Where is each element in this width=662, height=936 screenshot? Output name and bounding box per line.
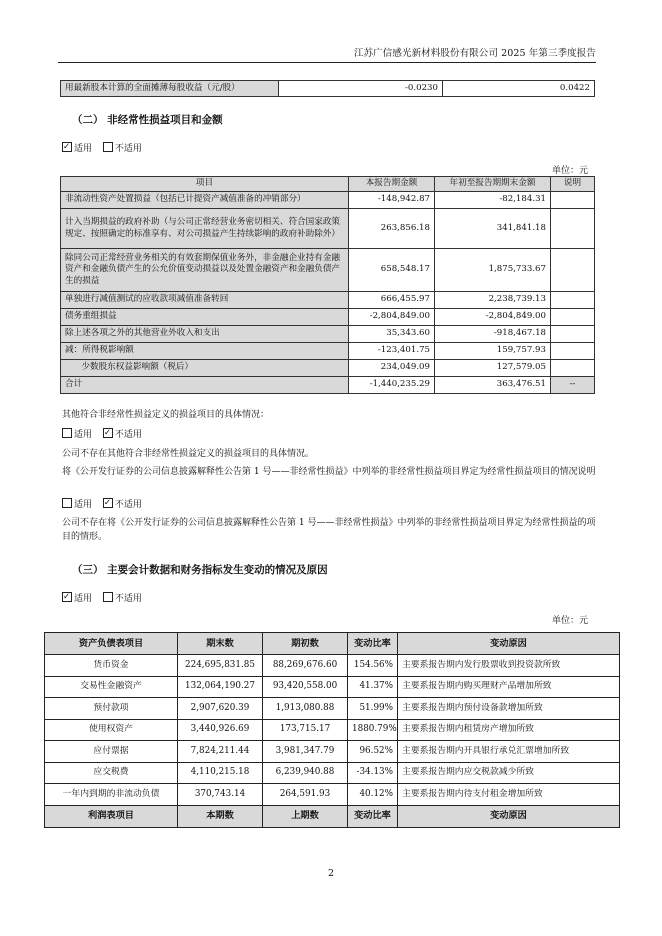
row-item: 货币资金 (45, 655, 178, 677)
row-item: 减：所得税影响额 (61, 343, 349, 360)
col-current: 本报告期金额 (349, 177, 435, 192)
announcement-applicability (62, 498, 150, 512)
not-applicable-checkbox[interactable] (103, 142, 113, 152)
row-reason: 主要系报告期内预付设备款增加所致 (398, 698, 620, 720)
row-end: 4,110,215.18 (178, 762, 263, 784)
section2-title: （二） 非经常性损益项目和金额 (72, 114, 223, 126)
not-applicable-label: 不适用 (114, 430, 142, 440)
row-item: 少数股东权益影响额（税后） (61, 360, 349, 377)
col-reason: 变动原因 (398, 805, 620, 827)
eps-table (60, 80, 595, 97)
row-begin: 6,239,940.88 (263, 762, 348, 784)
row-current: -2,804,849.00 (349, 309, 435, 326)
row-ratio: 51.99% (348, 698, 398, 720)
table-row (61, 326, 595, 343)
row-begin: 1,913,080.88 (263, 698, 348, 720)
row-note (551, 309, 595, 326)
applicable-checkbox[interactable] (62, 428, 72, 438)
row-current: 263,856.18 (349, 209, 435, 249)
row-note (551, 192, 595, 209)
row-item: 除上述各项之外的其他营业外收入和支出 (61, 326, 349, 343)
row-ytd: -2,804,849.00 (435, 309, 551, 326)
not-applicable-checkbox[interactable] (103, 498, 113, 508)
col-ratio: 变动比率 (348, 633, 398, 655)
row-item: 单独进行减值测试的应收款项减值准备转回 (61, 292, 349, 309)
balance-header-row (45, 633, 620, 655)
other-items-text: 公司不存在其他符合非经常性损益定义的损益项目的具体情况。 (62, 449, 315, 459)
applicable-label: 适用 (74, 594, 93, 604)
col-prior-period: 上期数 (263, 805, 348, 827)
row-begin: 93,420,558.00 (263, 676, 348, 698)
announcement-text: 公司不存在将《公开发行证券的公司信息披露解释性公告第 1 号——非经常性损益》中列举的非经常性损益项目界定为经常性损益的项目的情形。 (62, 518, 596, 542)
table-row (61, 192, 595, 209)
col-ratio: 变动比率 (348, 805, 398, 827)
row-item: 计入当期损益的政府补助（与公司正常经营业务密切相关、符合国家政策规定、按照确定的标准享有、对公司损益产生持续影响的政府补助除外） (61, 209, 349, 249)
row-reason: 主要系报告期内购买理财产品增加所致 (398, 676, 620, 698)
row-note (551, 343, 595, 360)
table-row (61, 292, 595, 309)
not-applicable-checkbox[interactable] (103, 428, 113, 438)
page-number: 2 (327, 868, 335, 879)
row-item: 使用权资产 (45, 719, 178, 741)
row-ytd: 2,238,739.13 (435, 292, 551, 309)
row-ratio: 154.56% (348, 655, 398, 677)
row-ratio: 1880.79% (348, 719, 398, 741)
table-row (61, 209, 595, 249)
other-items-label: 其他符合非经常性损益定义的损益项目的具体情况： (62, 410, 270, 420)
eps-label: 用最新股本计算的全面摊薄每股收益（元/股） (61, 81, 279, 97)
section2-applicability (62, 142, 150, 156)
section3-title: （三） 主要会计数据和财务指标发生变动的情况及原因 (72, 564, 328, 576)
row-item: 合计 (61, 377, 349, 394)
row-current: 234,049.09 (349, 360, 435, 377)
row-ytd: 1,875,733.67 (435, 249, 551, 292)
row-end: 7,824,211.44 (178, 741, 263, 763)
col-end: 期末数 (178, 633, 263, 655)
row-begin: 264,591.93 (263, 784, 348, 806)
row-note (551, 292, 595, 309)
non-recurring-header-row (61, 177, 595, 192)
row-item: 除同公司正常经营业务相关的有效套期保值业务外，非金融企业持有金融资产和金融负债产生的公允价值变动损益以及处置金融资产和金融负债产生的损益 (61, 249, 349, 292)
section2-unit: 单位：元 (551, 166, 588, 176)
row-reason: 主要系报告期内应交税款减少所致 (398, 762, 620, 784)
table-row (45, 698, 620, 720)
row-begin: 3,981,347.79 (263, 741, 348, 763)
row-current: 658,548.17 (349, 249, 435, 292)
row-item: 非流动性资产处置损益（包括已计提资产减值准备的冲销部分） (61, 192, 349, 209)
row-ytd: -82,184.31 (435, 192, 551, 209)
row-ratio: 96.52% (348, 741, 398, 763)
applicable-checkbox[interactable] (62, 592, 72, 602)
applicable-label: 适用 (74, 430, 93, 440)
eps-row (61, 81, 595, 97)
row-end: 132,064,190.27 (178, 676, 263, 698)
table-row-total (61, 377, 595, 394)
col-income-item: 利润表项目 (45, 805, 178, 827)
row-item: 交易性金融资产 (45, 676, 178, 698)
row-reason: 主要系报告期内开具银行承兑汇票增加所致 (398, 741, 620, 763)
row-ytd: 341,841.18 (435, 209, 551, 249)
other-items-applicability (62, 428, 150, 442)
not-applicable-label: 不适用 (114, 144, 142, 154)
row-item: 应付票据 (45, 741, 178, 763)
table-row (61, 360, 595, 377)
row-current: -1,440,235.29 (349, 377, 435, 394)
row-note: -- (551, 377, 595, 394)
table-row (45, 655, 620, 677)
row-item: 一年内到期的非流动负债 (45, 784, 178, 806)
col-balance-item: 资产负债表项目 (45, 633, 178, 655)
table-row (45, 784, 620, 806)
table-row (61, 343, 595, 360)
col-item: 项目 (61, 177, 349, 192)
row-end: 3,440,926.69 (178, 719, 263, 741)
col-reason: 变动原因 (398, 633, 620, 655)
row-ratio: 40.12% (348, 784, 398, 806)
not-applicable-label: 不适用 (114, 594, 142, 604)
table-row (61, 249, 595, 292)
row-ytd: 127,579.05 (435, 360, 551, 377)
row-item: 债务重组损益 (61, 309, 349, 326)
row-current: -123,401.75 (349, 343, 435, 360)
header-rule (58, 62, 596, 63)
report-header-title: 江苏广信感光新材料股份有限公司 2025 年第三季度报告 (353, 48, 596, 59)
table-row (45, 741, 620, 763)
section3-applicability (62, 592, 150, 606)
not-applicable-checkbox[interactable] (103, 592, 113, 602)
row-ytd: -918,467.18 (435, 326, 551, 343)
col-begin: 期初数 (263, 633, 348, 655)
eps-current: -0.0230 (279, 81, 443, 97)
row-begin: 88,269,676.60 (263, 655, 348, 677)
applicable-label: 适用 (74, 500, 93, 510)
change-analysis-table (44, 632, 620, 828)
row-ytd: 363,476.51 (435, 377, 551, 394)
row-current: 666,455.97 (349, 292, 435, 309)
applicable-checkbox[interactable] (62, 142, 72, 152)
applicable-label: 适用 (74, 144, 93, 154)
col-note: 说明 (551, 177, 595, 192)
row-current: -148,942.87 (349, 192, 435, 209)
row-note (551, 326, 595, 343)
section3-unit: 单位：元 (551, 616, 588, 626)
row-ytd: 159,757.93 (435, 343, 551, 360)
table-row (45, 719, 620, 741)
row-item: 预付款项 (45, 698, 178, 720)
col-current-period: 本期数 (178, 805, 263, 827)
row-current: 35,343.60 (349, 326, 435, 343)
non-recurring-table (60, 176, 595, 394)
row-ratio: 41.37% (348, 676, 398, 698)
row-begin: 173,715.17 (263, 719, 348, 741)
row-end: 370,743.14 (178, 784, 263, 806)
row-reason: 主要系报告期内租赁房产增加所致 (398, 719, 620, 741)
table-row (61, 309, 595, 326)
row-reason: 主要系报告期内发行股票收到投资款所致 (398, 655, 620, 677)
row-reason: 主要系报告期内待支付租金增加所致 (398, 784, 620, 806)
row-ratio: -34.13% (348, 762, 398, 784)
row-note (551, 249, 595, 292)
applicable-checkbox[interactable] (62, 498, 72, 508)
row-end: 224,695,831.85 (178, 655, 263, 677)
table-row (45, 676, 620, 698)
eps-ytd: 0.0422 (443, 81, 595, 97)
announcement-label: 将《公开发行证券的公司信息披露解释性公告第 1 号——非经常性损益》中列举的非经常性损益项目界定为经常性损益项目的情况说明 (62, 467, 596, 477)
not-applicable-label: 不适用 (114, 500, 142, 510)
row-item: 应交税费 (45, 762, 178, 784)
income-header-row (45, 805, 620, 827)
col-ytd: 年初至报告期期末金额 (435, 177, 551, 192)
row-note (551, 209, 595, 249)
row-end: 2,907,620.39 (178, 698, 263, 720)
row-note (551, 360, 595, 377)
table-row (45, 762, 620, 784)
